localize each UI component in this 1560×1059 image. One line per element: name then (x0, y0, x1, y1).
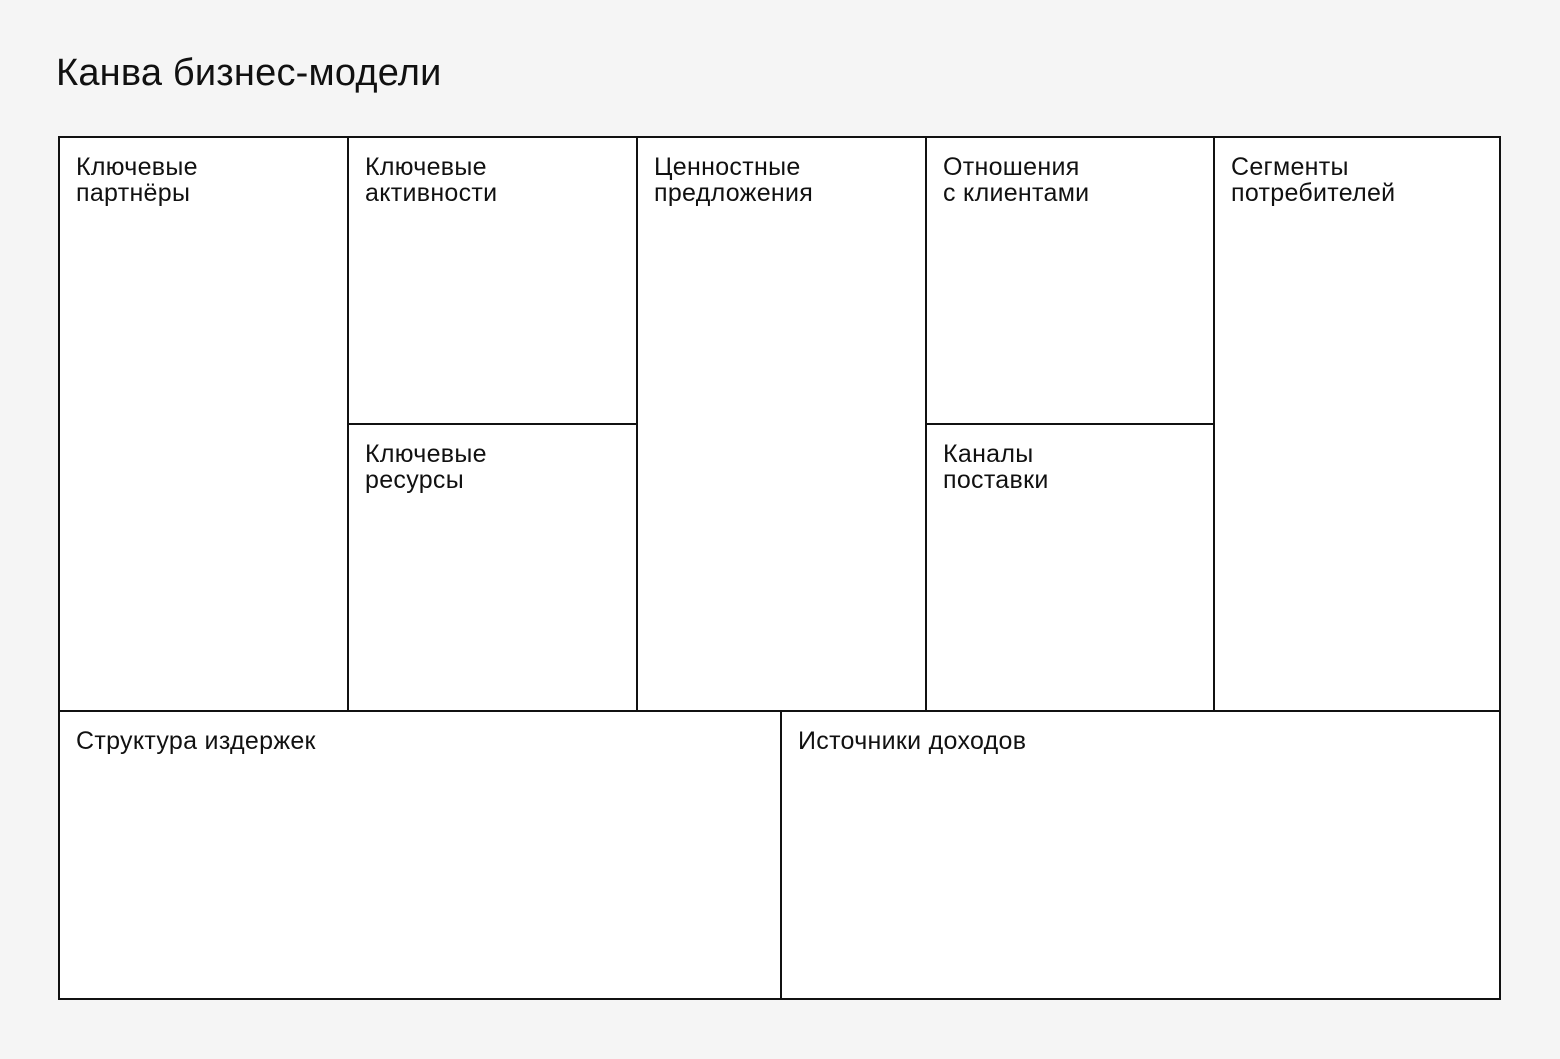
value-propositions-block (636, 136, 927, 712)
channels-block (925, 423, 1215, 712)
customer-relationships-block (925, 136, 1215, 425)
customer-segments-block (1213, 136, 1501, 712)
key-activities-label: Ключевые активности (365, 153, 498, 207)
key-activities-block (347, 136, 638, 425)
key-resources-block (347, 423, 638, 712)
cost-structure-label: Структура издержек (76, 727, 316, 755)
key-resources-label: Ключевые ресурсы (365, 440, 487, 494)
customer-relationships-label: Отношения с клиентами (943, 153, 1090, 207)
revenue-streams-label: Источники доходов (798, 727, 1027, 755)
revenue-streams-block (780, 710, 1501, 1000)
business-model-canvas (58, 136, 1501, 1000)
channels-label: Каналы поставки (943, 440, 1049, 494)
customer-segments-label: Сегменты потребителей (1231, 153, 1396, 207)
key-partners-block (58, 136, 349, 712)
value-propositions-label: Ценностные предложения (654, 153, 814, 207)
key-partners-label: Ключевые партнёры (76, 153, 198, 207)
cost-structure-block (58, 710, 782, 1000)
page-title: Канва бизнес-модели (56, 52, 442, 94)
